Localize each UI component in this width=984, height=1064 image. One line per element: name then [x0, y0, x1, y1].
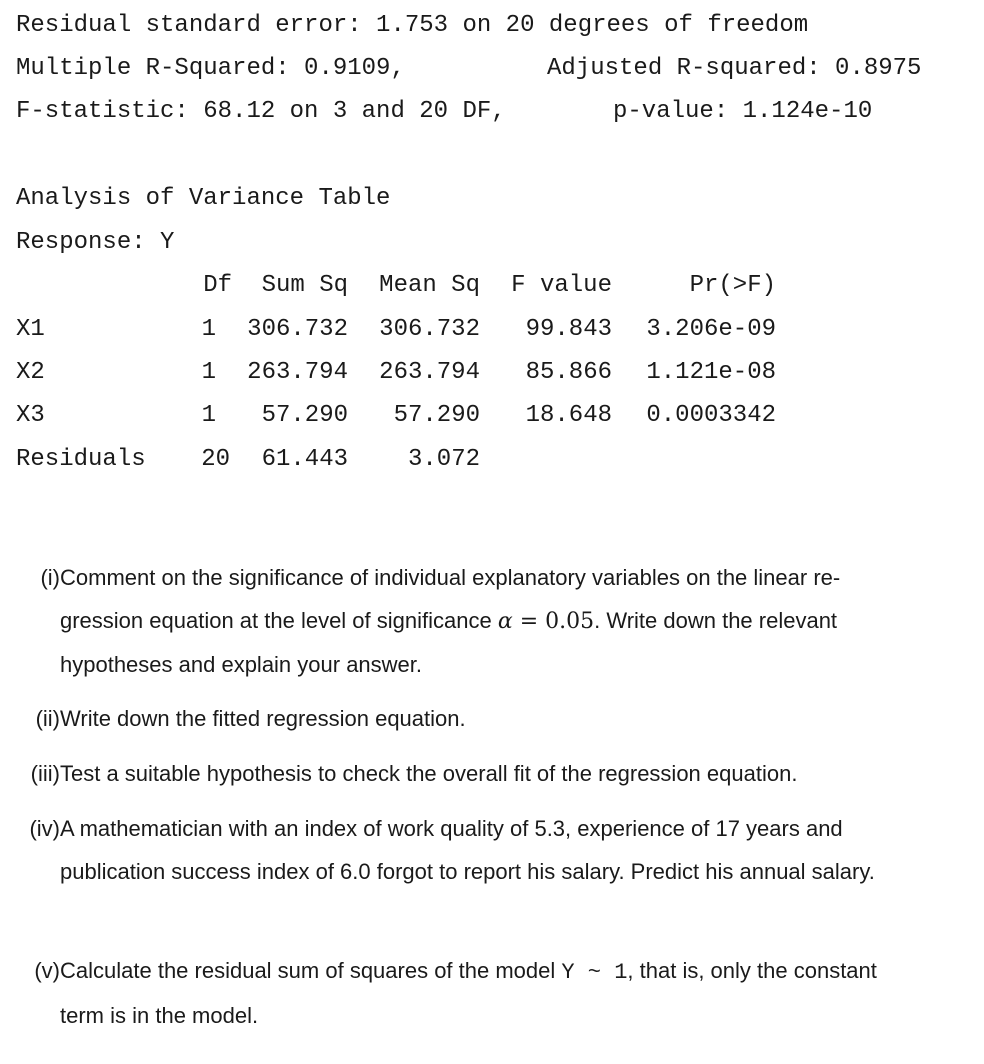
header-pr-f: Pr(>F) [689, 272, 776, 299]
anova-title: Analysis of Variance Table [16, 185, 391, 212]
row-name: X1 [16, 316, 45, 343]
question-line: Write down the fitted regression equation. [60, 706, 466, 731]
cell-df: 1 [201, 402, 216, 429]
question-line: A mathematician with an index of work quality of 5.3, experience of 17 years and [60, 816, 843, 841]
cell-mean-sq: 3.072 [407, 446, 480, 473]
summary-line-2-right: Adjusted R-squared: 0.8975 [547, 55, 922, 82]
cell-pr-f: 0.0003342 [646, 402, 776, 429]
row-name: Residuals [16, 446, 146, 473]
cell-sum-sq: 57.290 [261, 402, 348, 429]
cell-mean-sq: 306.732 [379, 316, 480, 343]
anova-header-row [16, 271, 916, 301]
anova-row [16, 445, 916, 475]
anova-row [16, 315, 916, 345]
row-name: X2 [16, 359, 45, 386]
question-text [60, 807, 970, 893]
question-text [60, 697, 970, 740]
cell-f-value: 99.843 [525, 316, 612, 343]
summary-line-3-right: p-value: 1.124e-10 [613, 98, 873, 125]
cell-f-value: 18.648 [525, 402, 612, 429]
question-line: gression equation at the level of significance α = 0.05. Write down the relevant [60, 608, 838, 634]
header-mean-sq: Mean Sq [379, 272, 480, 299]
question-number: (iv) [29, 816, 60, 841]
question-line: hypotheses and explain your answer. [60, 652, 423, 677]
question-number: (i) [40, 565, 60, 590]
header-sum-sq: Sum Sq [261, 272, 348, 299]
question-text [60, 752, 970, 795]
anova-response: Response: Y [16, 229, 175, 256]
question-line: Comment on the significance of individual explanatory variables on the linear re- [60, 565, 841, 590]
summary-line-1: Residual standard error: 1.753 on 20 degrees of freedom [16, 12, 809, 39]
cell-df: 1 [201, 359, 216, 386]
cell-sum-sq: 263.794 [247, 359, 348, 386]
question-line: Calculate the residual sum of squares of the model Y ~ 1, that is, only the constant [60, 958, 877, 985]
question-text [60, 949, 970, 1037]
header-df: Df [203, 272, 232, 299]
cell-mean-sq: 57.290 [393, 402, 480, 429]
summary-line-3-left: F-statistic: 68.12 on 3 and 20 DF, [16, 98, 506, 125]
cell-pr-f: 1.121e-08 [646, 359, 776, 386]
model-formula: Y ~ 1 [561, 960, 628, 985]
header-f-value: F value [511, 272, 612, 299]
alpha-symbol: α [497, 609, 513, 634]
cell-pr-f: 3.206e-09 [646, 316, 776, 343]
cell-f-value: 85.866 [525, 359, 612, 386]
question-line: term is in the model. [60, 1003, 259, 1028]
question-text [60, 556, 970, 686]
cell-sum-sq: 61.443 [261, 446, 348, 473]
row-name: X3 [16, 402, 45, 429]
question-line: publication success index of 6.0 forgot to report his salary. Predict his annual salary. [60, 859, 875, 884]
question-number: (iii) [30, 761, 60, 786]
question-number: (v) [34, 958, 60, 983]
anova-row [16, 358, 916, 388]
cell-sum-sq: 306.732 [247, 316, 348, 343]
question-line: Test a suitable hypothesis to check the overall fit of the regression equation. [60, 761, 798, 786]
question-number: (ii) [35, 706, 60, 731]
cell-mean-sq: 263.794 [379, 359, 480, 386]
summary-line-2-left: Multiple R-Squared: 0.9109, [16, 55, 405, 82]
cell-df: 20 [201, 446, 230, 473]
cell-df: 1 [201, 316, 216, 343]
anova-row [16, 401, 916, 431]
